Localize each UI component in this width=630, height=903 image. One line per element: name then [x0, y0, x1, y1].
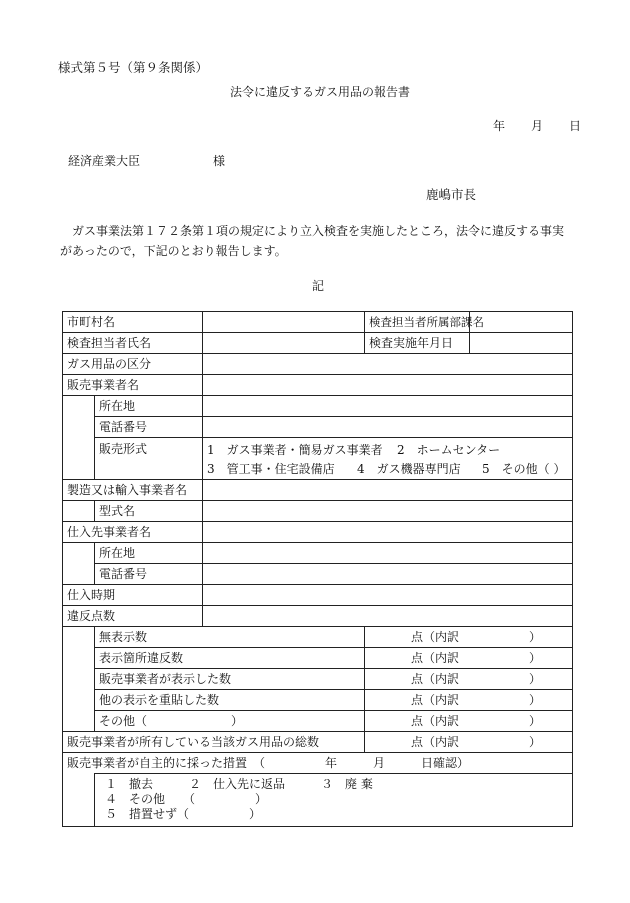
violation-label-4: その他（ ） [95, 711, 365, 732]
table-row [63, 333, 573, 354]
points-open: 点（内訳 [411, 693, 460, 707]
seller-location-label: 所在地 [95, 396, 203, 417]
table-row [63, 522, 573, 543]
supplier-phone-value[interactable] [203, 564, 573, 585]
seller-name-label: 販売事業者名 [63, 375, 203, 396]
indent-cell [63, 396, 95, 417]
seller-phone-label: 電話番号 [95, 417, 203, 438]
supplier-location-value[interactable] [203, 543, 573, 564]
violation-label-2: 販売事業者が表示した数 [95, 669, 365, 690]
sales-options-row-2 [207, 460, 568, 479]
measures-options[interactable] [95, 774, 573, 827]
violation-points-1[interactable] [365, 648, 573, 669]
seller-location-value[interactable] [203, 396, 573, 417]
table-row [63, 669, 573, 690]
maker-name-label: 製造又は輸入事業者名 [63, 480, 203, 501]
table-row [63, 711, 573, 732]
inspection-date-label: 検査実施年月日 [365, 333, 470, 354]
supplier-name-value[interactable] [203, 522, 573, 543]
violation-label-1: 表示箇所違反数 [95, 648, 365, 669]
violation-count-value[interactable] [203, 606, 573, 627]
points-close: ） [529, 735, 542, 749]
municipality-value[interactable] [203, 312, 365, 333]
indent-cell [63, 501, 95, 522]
violation-label-3: 他の表示を重貼した数 [95, 690, 365, 711]
indent-cell [63, 711, 95, 732]
indent-cell [63, 774, 95, 827]
sales-form-label: 販売形式 [95, 438, 203, 480]
total-owned-points[interactable] [365, 732, 573, 753]
sales-option-5[interactable]: 5 その他（ ） [482, 462, 566, 476]
table-row [63, 438, 573, 480]
maker-name-value[interactable] [203, 480, 573, 501]
form-number: 様式第５号（第９条関係） [58, 60, 209, 75]
table-row [63, 585, 573, 606]
violation-points-2[interactable] [365, 669, 573, 690]
date-month: 月 [531, 119, 544, 133]
table-row [63, 732, 573, 753]
measures-label: 販売事業者が自主的に採った措置 （ 年 月 日確認） [63, 753, 573, 774]
table-row [63, 627, 573, 648]
points-close: ） [529, 693, 542, 707]
points-open: 点（内訳 [411, 630, 460, 644]
table-row [63, 480, 573, 501]
table-row [63, 396, 573, 417]
inspector-dept-value[interactable] [470, 312, 573, 333]
report-table [62, 311, 573, 827]
measures-line-1[interactable]: １ 撤去 ２ 仕入先に返品 ３ 廃 棄 [105, 777, 373, 792]
sales-option-3[interactable]: 3 管工事・住宅設備店 [207, 462, 335, 476]
total-owned-label: 販売事業者が所有している当該ガス用品の総数 [63, 732, 365, 753]
indent-cell [63, 417, 95, 438]
seller-phone-value[interactable] [203, 417, 573, 438]
indent-cell [63, 543, 95, 564]
indent-cell [63, 564, 95, 585]
document-title: 法令に違反するガス用品の報告書 [230, 85, 411, 99]
violation-points-4[interactable] [365, 711, 573, 732]
supplier-name-label: 仕入先事業者名 [63, 522, 203, 543]
measures-line-2[interactable]: ４ その他 （ ） [105, 792, 268, 807]
indent-cell [63, 627, 95, 648]
model-value[interactable] [203, 501, 573, 522]
violation-label-0: 無表示数 [95, 627, 365, 648]
honorific: 様 [213, 154, 226, 168]
indent-cell [63, 690, 95, 711]
sales-option-4[interactable]: 4 ガス機器専門店 [357, 462, 461, 476]
purchase-period-label: 仕入時期 [63, 585, 203, 606]
sales-option-1[interactable]: 1 ガス事業者・簡易ガス事業者 [207, 443, 383, 457]
table-row [63, 543, 573, 564]
sender: 鹿嶋市長 [426, 187, 477, 202]
ki-heading: 記 [312, 279, 325, 293]
table-row [63, 501, 573, 522]
table-row [63, 312, 573, 333]
points-close: ） [529, 672, 542, 686]
points-close: ） [529, 630, 542, 644]
points-close: ） [529, 714, 542, 728]
inspection-date-value[interactable] [470, 333, 573, 354]
inspector-name-value[interactable] [203, 333, 365, 354]
points-close: ） [529, 651, 542, 665]
violation-points-0[interactable] [365, 627, 573, 648]
addressee: 経済産業大臣 [68, 154, 141, 168]
purchase-period-value[interactable] [203, 585, 573, 606]
violation-points-3[interactable] [365, 690, 573, 711]
points-open: 点（内訳 [411, 714, 460, 728]
supplier-phone-label: 電話番号 [95, 564, 203, 585]
table-row [63, 606, 573, 627]
table-row [63, 753, 573, 774]
table-row [63, 648, 573, 669]
measures-line-3[interactable]: ５ 措置せず（ ） [105, 807, 262, 822]
seller-name-value[interactable] [203, 375, 573, 396]
points-open: 点（内訳 [411, 651, 460, 665]
body-text [60, 221, 580, 261]
inspector-name-label: 検査担当者氏名 [63, 333, 203, 354]
gas-category-label: ガス用品の区分 [63, 354, 203, 375]
date-year: 年 [493, 119, 506, 133]
table-row [63, 774, 573, 827]
inspector-dept-label: 検査担当者所属部課名 [365, 312, 470, 333]
supplier-location-label: 所在地 [95, 543, 203, 564]
body-line-2: があったので，下記のとおり報告します。 [60, 244, 287, 258]
table-row [63, 375, 573, 396]
date-day: 日 [569, 119, 582, 133]
body-line-1: ガス事業法第１７２条第１項の規定により立入検査を実施したところ，法令に違反する事実 [72, 224, 565, 238]
table-row [63, 417, 573, 438]
municipality-label: 市町村名 [63, 312, 203, 333]
table-row [63, 564, 573, 585]
model-label: 型式名 [95, 501, 203, 522]
violation-count-label: 違反点数 [63, 606, 203, 627]
gas-category-value[interactable] [203, 354, 573, 375]
points-open: 点（内訳 [411, 672, 460, 686]
table-row [63, 354, 573, 375]
sales-option-2[interactable]: 2 ホームセンター [397, 443, 501, 457]
sales-options-row-1 [207, 441, 568, 460]
points-open: 点（内訳 [411, 735, 460, 749]
date-line [493, 118, 581, 134]
table-row [63, 690, 573, 711]
indent-cell [63, 669, 95, 690]
sales-form-options[interactable] [203, 438, 573, 480]
indent-cell [63, 438, 95, 480]
indent-cell [63, 648, 95, 669]
